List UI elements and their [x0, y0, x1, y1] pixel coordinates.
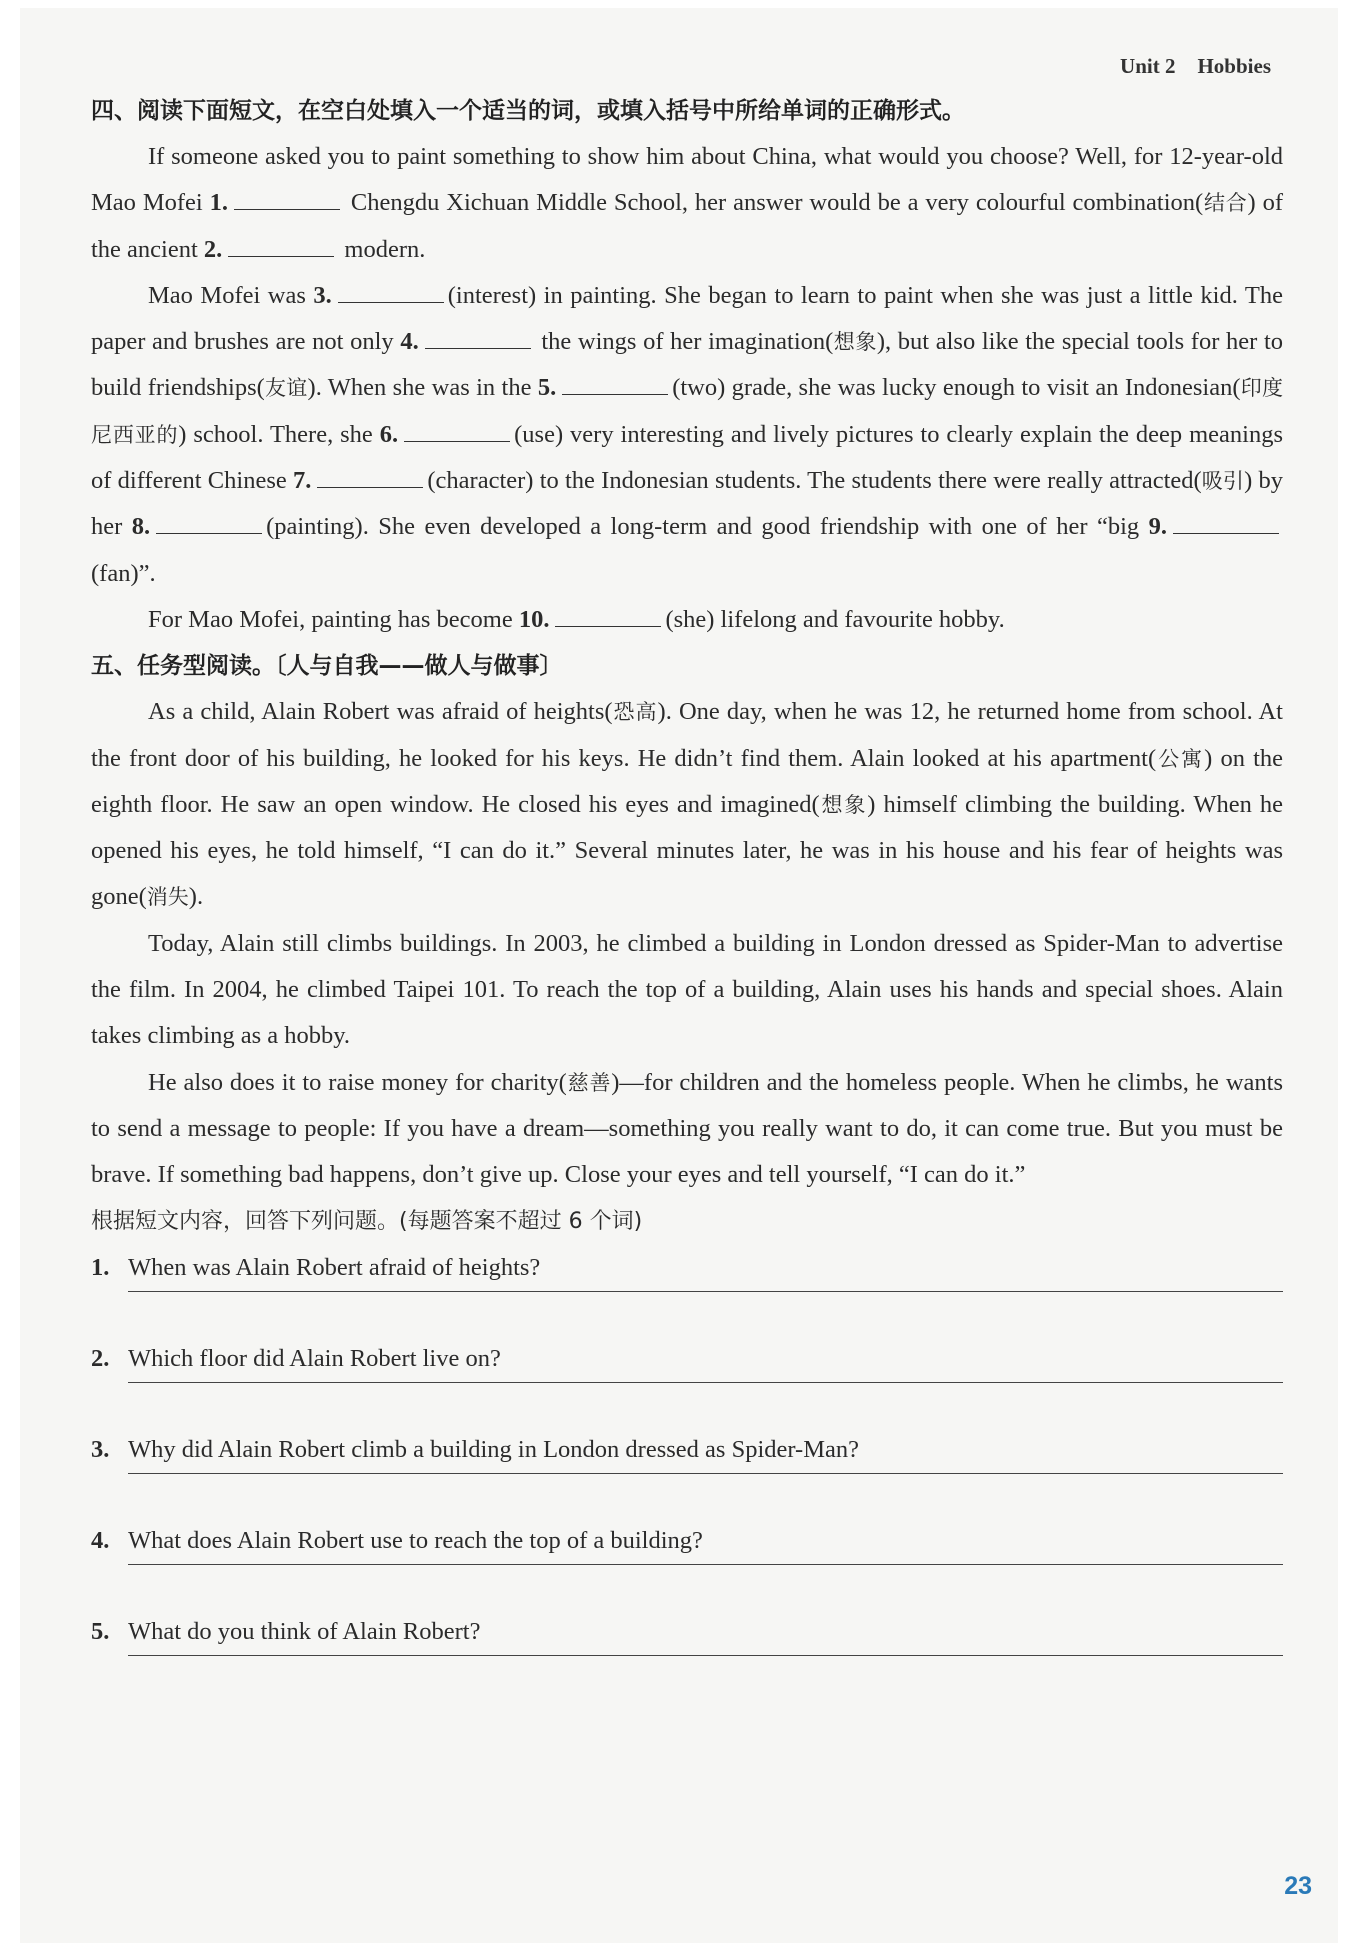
blank-number-9: 9. — [1148, 513, 1167, 541]
answer-line-5[interactable] — [128, 1655, 1283, 1656]
unit-label: Unit 2 — [1120, 54, 1176, 78]
question-2: 2. Which floor did Alain Robert live on? — [91, 1344, 501, 1372]
section5-paragraph-1: As a child, Alain Robert was afraid of heights(恐高). One day, when he was 12, he returned home from school. At the front door of his building, he looked for his keys. He didn’t find them. Alain looked at his apartment(公寓) on the eighth floor. He saw an open window. He closed his eyes and imagined(想象) himself climbing the building. When he opened his eyes, he told himself, “I can do it.” Several minutes later, he was in his house and his fear of heights was gone(消失). — [91, 698, 1284, 911]
questions-instruction: 根据短文内容，回答下列问题。(每题答案不超过 6 个词) — [91, 1208, 643, 1234]
blank-10[interactable] — [555, 604, 661, 627]
blank-number-5: 5. — [537, 374, 557, 402]
question-5: 5. What do you think of Alain Robert? — [91, 1617, 481, 1645]
section4-paragraph-1: If someone asked you to paint something to show him about China, what would you choose? Well, for 12-year-old Mao Mofei 1. Chengdu Xichuan Middle School, her answer would be a very colourful combination(结合) of the ancient 2. modern. — [91, 143, 1283, 263]
content — [91, 88, 1283, 1700]
blank-number-2: 2. — [203, 235, 223, 263]
topic-label: Hobbies — [1197, 54, 1271, 78]
blank-number-1: 1. — [209, 189, 228, 217]
page-header — [1098, 54, 1271, 79]
blank-8[interactable] — [156, 511, 262, 534]
blank-number-7: 7. — [293, 467, 312, 495]
section4-paragraph-3: For Mao Mofei, painting has become 10. (she) lifelong and favourite hobby. — [148, 605, 1005, 633]
blank-7[interactable] — [317, 465, 423, 488]
section5-paragraph-2: Today, Alain still climbs buildings. In 2003, he climbed a building in London dressed as Spider-Man to advertise the film. In 2004, he climbed Taipei 101. To reach the top of a building, Alain uses his hands and special shoes. Alain takes climbing as a hobby. — [91, 929, 1283, 1050]
blank-2[interactable] — [228, 234, 334, 257]
answer-line-3[interactable] — [128, 1473, 1283, 1474]
blank-number-10: 10. — [518, 605, 550, 633]
page-number: 23 — [1284, 1872, 1312, 1900]
answer-line-4[interactable] — [128, 1564, 1283, 1565]
section5-paragraph-3: He also does it to raise money for charity(慈善)—for children and the homeless people. When he climbs, he wants to send a message to people: If you have a dream—something you really want to do, it can come true. But you must be brave. If something bad happens, don’t give up. Close your eyes and tell yourself, “I can do it.” — [91, 1068, 1283, 1189]
question-4: 4. What does Alain Robert use to reach the top of a building? — [91, 1526, 703, 1554]
answer-line-1[interactable] — [128, 1291, 1283, 1292]
blank-number-8: 8. — [131, 513, 151, 541]
blank-1[interactable] — [234, 187, 340, 210]
section5-title: 五、任务型阅读。〔人与自我——做人与做事〕 — [91, 653, 563, 680]
question-3: 3. Why did Alain Robert climb a building in London dressed as Spider-Man? — [91, 1435, 859, 1463]
blank-4[interactable] — [425, 326, 531, 349]
blank-6[interactable] — [404, 419, 510, 442]
answer-line-2[interactable] — [128, 1382, 1283, 1383]
blank-9[interactable] — [1173, 511, 1279, 534]
section4-title: 四、阅读下面短文，在空白处填入一个适当的词，或填入括号中所给单词的正确形式。 — [91, 98, 965, 124]
blank-number-4: 4. — [400, 328, 419, 356]
blank-5[interactable] — [562, 372, 668, 395]
blank-3[interactable] — [338, 280, 444, 303]
blank-number-3: 3. — [313, 281, 332, 309]
blank-number-6: 6. — [379, 420, 399, 448]
question-1: 1. When was Alain Robert afraid of heights? — [91, 1253, 541, 1281]
section4-paragraph-2: Mao Mofei was 3. (interest) in painting. She began to learn to paint when she was just a little kid. The paper and brushes are not only 4. the wings of her imagination(想象), but also like the special tools for her to build friendships(友谊). When she was in the 5. (two) grade, she was lucky enough to visit an Indonesian(印度尼西亚的) school. There, she 6. (use) very interesting and lively pictures to clearly explain the deep meanings of different Chinese 7. (character) to the Indonesian students. The students there were really attracted(吸引) by her 8. (painting). She even developed a long-term and good friendship with one of her “big 9.(fan)”. — [91, 281, 1284, 587]
